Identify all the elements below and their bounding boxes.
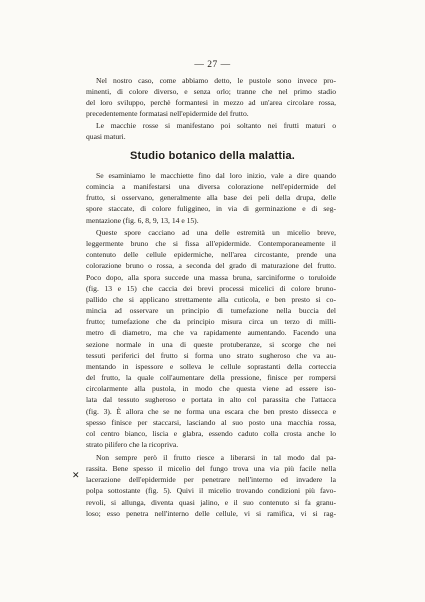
text-line: col centro bianco, liscia e glabra, essendo caduto colla crosta anche lo <box>86 428 336 438</box>
text-line: lacerazione dell'epidermide per penetrare nell'interno ed invadere la <box>86 475 336 485</box>
margin-mark: ✕ <box>72 470 80 480</box>
text-line: (fig. 13 e 15) che caccia dei brevi processi micelici di colore bruno- <box>86 283 336 293</box>
paragraph-5 <box>86 452 336 519</box>
text-line: del frutto, la quale coll'aumentare della pressione, finisce per rompersi <box>86 373 336 383</box>
text-line: leggermente bruno che si fissa all'epidermide. Contemporaneamente il <box>86 239 336 249</box>
text-line: strato pilifero che la ricopriva. <box>86 439 179 449</box>
text-line: loso; esso penetra nell'interno delle cellule, vi si ramifica, vi si rag- <box>86 508 336 518</box>
paragraph-3 <box>86 170 336 226</box>
text-line: (fig. 3). È allora che se ne forma una escara che ben presto dissecca e <box>86 406 336 416</box>
text-line: Non sempre però il frutto riesce a liberarsi in tal modo dal pa- <box>96 453 336 462</box>
text-line: del loro sviluppo, perchè formantesi in mezzo ad un'area circolare rossa, <box>86 98 336 108</box>
paragraph-4 <box>86 227 336 450</box>
text-line: Queste spore cacciano ad una delle estremità un micelio breve, <box>96 228 336 237</box>
text-line: quasi maturi. <box>86 132 126 142</box>
text-line: circolarmente alla pustola, in modo che questa viene ad essere iso- <box>86 384 336 394</box>
text-line: precedentemente formatasi nell'epidermide del frutto. <box>86 109 249 119</box>
paragraph-2 <box>86 120 336 142</box>
text-line: pallido che si applicano strettamente alla cuticola, e ben presto si co- <box>86 294 336 304</box>
text-line: metro di diametro, ma che va rapidamente aumentando. Facendo una <box>86 328 336 338</box>
text-line: spesso finisce per staccarsi, lasciando al suo posto una macchia rossa, <box>86 417 336 427</box>
text-line: colorazione bruno o rossa, a seconda del grado di maturazione del frutto. <box>86 261 336 271</box>
text-line: Le macchie rosse si manifestano poi soltanto nei frutti maturi o <box>96 121 336 130</box>
text-line: mincia ad osservare un principio di tumefazione nella buccia del <box>86 306 336 316</box>
text-line: mentando in ispessore e solleva le cellule soprastanti della corteccia <box>86 361 336 371</box>
section-title: Studio botanico della malattia. <box>129 150 296 162</box>
text-line: frutto, si osservano, generalmente alla base dei peli della drupa, delle <box>86 193 336 203</box>
text-line: frutto; tumefazione che da principio misura circa un terzo di milli- <box>86 317 336 327</box>
text-line: mentazione (fig. 6, 8, 9, 13, 14 e 15). <box>86 215 199 225</box>
text-line: tessuti periferici del frutto si forma uno strato sugheroso che va au- <box>86 350 336 360</box>
page-number: — 27 — <box>194 60 231 70</box>
text-line: revoli, si allunga, diventa quasi jalino, e il suo contenuto si fa granu- <box>86 497 336 507</box>
text-line: comincia a manifestarsi una diversa colorazione nell'epidermide del <box>86 182 336 192</box>
text-line: sezione normale in una di queste protuberanze, si scorge che nei <box>86 339 336 349</box>
text-line: lata dal tessuto sugheroso e portata in alto col parassita che l'attacca <box>86 395 336 405</box>
text-line: Se esaminiamo le macchiette fino dal loro inizio, vale a dire quando <box>96 171 336 180</box>
text-line: spore staccate, di colore fuliggineo, in via di germinazione e di seg- <box>86 204 336 214</box>
text-line: Nel nostro caso, come abbiamo detto, le pustole sono invece pro- <box>96 76 336 85</box>
text-line: contenuto delle cellule epidermiche, nell'area circostante, prende una <box>86 250 336 260</box>
text-line: polpa sottostante (fig. 5). Quivi il micelio trovando condizioni più favo- <box>86 486 336 496</box>
text-line: rassita. Bene spesso il micelio del fungo trova una via più facile nella <box>86 464 336 474</box>
text-line: minenti, di colore diverso, e senza orlo; tranne che nel primo stadio <box>86 87 336 97</box>
text-line: Poco dopo, alla spora succede una massa bruna, sarciniforme o toruloide <box>86 272 336 282</box>
paragraph-1 <box>86 75 336 120</box>
